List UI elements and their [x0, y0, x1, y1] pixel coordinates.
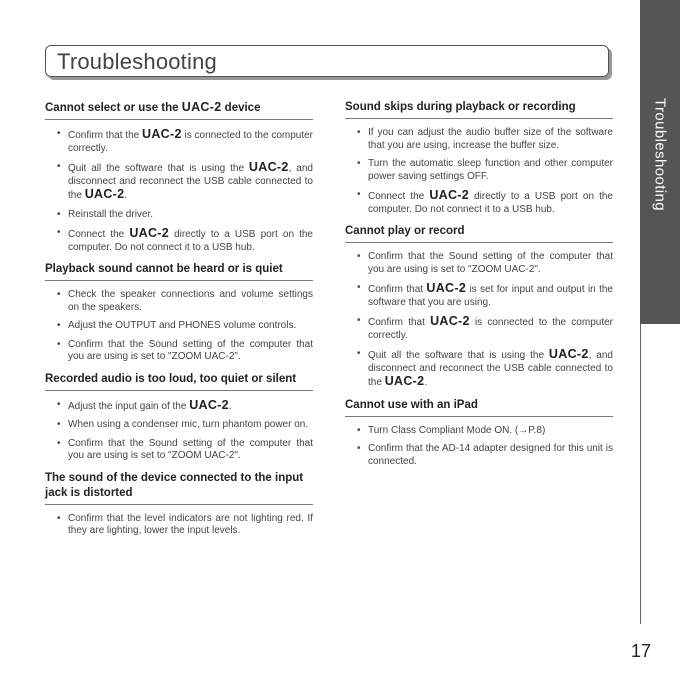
section-heading: Recorded audio is too loud, too quiet or silent: [45, 372, 313, 391]
brand-logo: UAC-2: [189, 397, 229, 412]
list-item: • Confirm that the Sound setting of the computer that you are using is set to "ZOOM UAC-2".: [45, 339, 313, 364]
section-heading: Playback sound cannot be heard or is quiet: [45, 262, 313, 281]
list-item: • Confirm that the AD-14 adapter designed for this unit is connected.: [345, 443, 613, 468]
section-heading: Sound skips during playback or recording: [345, 100, 613, 119]
left-column: [45, 100, 313, 546]
side-tab-label: Troubleshooting: [651, 98, 669, 212]
list-item: • Confirm that UAC-2 is set for input and output in the software that you are using.: [345, 282, 613, 309]
list-item: • Check the speaker connections and volume settings on the speakers.: [45, 289, 313, 314]
section-recorded-audio: [45, 372, 313, 463]
list-item: • When using a condenser mic, turn phantom power on.: [45, 419, 313, 432]
side-rule: [640, 324, 641, 624]
section-heading: The sound of the device connected to the input jack is distorted: [45, 471, 313, 505]
section-cannot-play-record: [345, 224, 613, 390]
brand-logo: UAC-2: [430, 314, 470, 328]
section-ipad: [345, 398, 613, 469]
list-item: • If you can adjust the audio buffer size of the software that you are using, increase the buffer size.: [345, 127, 613, 152]
list-item: • Confirm that the Sound setting of the computer that you are using is set to "ZOOM UAC-2".: [45, 438, 313, 463]
section-sound-skips: [345, 100, 613, 216]
brand-logo: UAC-2: [181, 100, 222, 114]
list-item: • Quit all the software that is using the UAC-2, and disconnect and reconnect the USB cable connected to the UAC-2.: [45, 161, 313, 203]
list-item: • Connect the UAC-2 directly to a USB port on the computer. Do not connect it to a USB hub.: [45, 227, 313, 254]
list-item: • Turn Class Compliant Mode ON. (→P.8): [345, 425, 613, 438]
brand-logo: UAC-2: [248, 160, 289, 174]
section-playback-quiet: [45, 262, 313, 364]
right-column: [345, 100, 613, 476]
list-item: • Confirm that the UAC-2 is connected to the computer correctly.: [45, 128, 313, 155]
side-chapter-tab: [640, 0, 680, 324]
list-item: • Turn the automatic sleep function and other computer power saving settings OFF.: [345, 158, 613, 183]
section-input-distorted: [45, 471, 313, 538]
brand-logo: UAC-2: [129, 226, 170, 240]
list-item: • Quit all the software that is using the UAC-2, and disconnect and reconnect the USB cable connected to the UAC-2.: [345, 348, 613, 390]
list-item: • Confirm that the Sound setting of the computer that you are using is set to "ZOOM UAC-2".: [345, 251, 613, 276]
page-number: 17: [631, 641, 652, 661]
page-title-box: [45, 45, 609, 77]
list-item: • Confirm that the level indicators are not lighting red. If they are lighting, lower the input levels.: [45, 513, 313, 538]
list-item: • Adjust the OUTPUT and PHONES volume controls.: [45, 320, 313, 333]
section-heading: Cannot play or record: [345, 224, 613, 243]
list-item: • Confirm that UAC-2 is connected to the computer correctly.: [345, 315, 613, 342]
brand-logo: UAC-2: [548, 347, 589, 361]
list-item: • Reinstall the driver.: [45, 209, 313, 222]
list-item: • Adjust the input gain of the UAC-2.: [45, 399, 313, 414]
brand-logo: UAC-2: [429, 188, 470, 202]
brand-logo: UAC-2: [384, 374, 425, 388]
list-item: • Connect the UAC-2 directly to a USB port on the computer. Do not connect it to a USB hub.: [345, 189, 613, 216]
section-cannot-select: [45, 100, 313, 254]
section-heading: Cannot select or use the UAC-2 device: [45, 100, 313, 120]
brand-logo: UAC-2: [426, 281, 467, 295]
section-heading: Cannot use with an iPad: [345, 398, 613, 417]
page-title: Troubleshooting: [57, 49, 217, 74]
brand-logo: UAC-2: [142, 127, 182, 141]
brand-logo: UAC-2: [84, 187, 125, 201]
